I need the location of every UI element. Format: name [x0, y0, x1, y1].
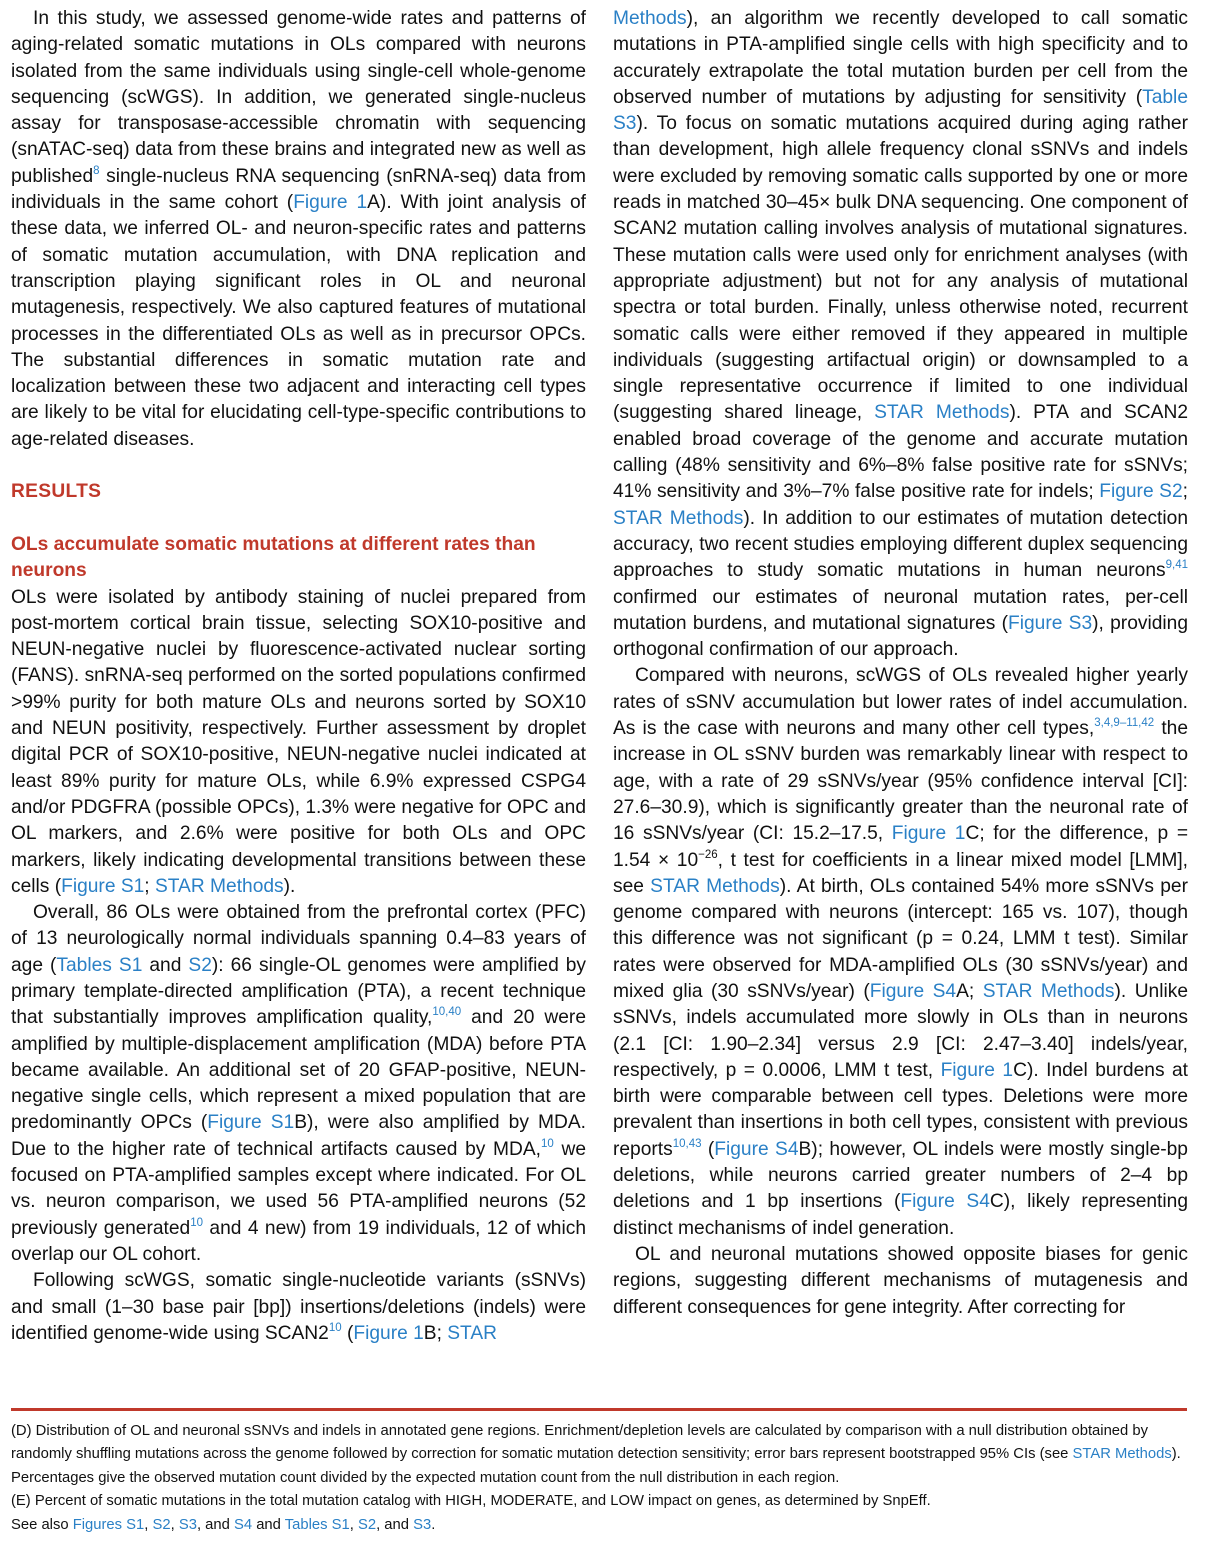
text-run: ( — [701, 1138, 715, 1160]
text-run: ). Percentages give the observed mutation count divided by the expected mutation count from the null distribution in each region. — [11, 1446, 1181, 1486]
figure-caption — [11, 1420, 1191, 1537]
text-run: C; for the difference, p = 1.54 × 10 — [613, 823, 1189, 871]
variant-calling-paragraph — [11, 1268, 586, 1347]
reference-link[interactable]: Figure S1 — [61, 875, 145, 897]
text-run: , and — [376, 1516, 414, 1533]
citation-superscript[interactable]: 3,4,9–11,42 — [1094, 717, 1155, 730]
reference-link[interactable]: STAR Methods — [650, 875, 780, 897]
reference-link[interactable]: S3 — [178, 1516, 197, 1533]
reference-link[interactable]: Methods — [613, 8, 687, 29]
scan2-paragraph — [613, 6, 1188, 663]
text-run: A). With joint analysis of these data, we inferred OL- and neuron-specific rates and patterns of somatic mutation accumulation, with DNA replication and transcription playing significant roles in OL and neuronal mutagenesis, respectively. We also captured features of mutational processes in the differentiated OLs as well as in precursor OPCs. The substantial differences in somatic mutation rate and localization between these two adjacent and interacting cell types are likely to be vital for elucidating cell-type-specific contributions to age-related diseases. — [11, 192, 587, 450]
reference-link[interactable]: S2 — [357, 1516, 377, 1533]
text-run: ): 66 single-OL genomes were amplified by primary template-directed amplification (PTA), a recent technique that substantially improves amplification quality, — [11, 954, 587, 1029]
caption-panel-e — [11, 1490, 1191, 1513]
text-run: single-nucleus RNA sequencing (snRNA-seq) data from individuals in the same cohort ( — [11, 165, 586, 214]
text-run: B; — [423, 1322, 448, 1344]
text-run: , — [144, 1516, 153, 1533]
reference-link[interactable]: Figure 1 — [940, 1059, 1014, 1081]
text-run: In this study, we assessed genome-wide rates and patterns of aging-related somatic mutations in OLs compared with neurons isolated from the same individuals using single-cell whole-genome sequencing (scWGS). In addition, we generated single-nucleus assay for transposase-accessible chromatin with sequencing (snATAC-seq) data from these brains and integrated new as well as published — [11, 8, 586, 187]
reference-link[interactable]: Figure 1 — [353, 1322, 424, 1344]
reference-link[interactable]: Figure S3 — [1008, 612, 1093, 634]
reference-link[interactable]: S2 — [152, 1516, 171, 1533]
reference-link[interactable]: STAR Methods — [1072, 1446, 1172, 1463]
reference-link[interactable]: STAR Methods — [982, 980, 1115, 1002]
reference-link[interactable]: Figure 1 — [891, 823, 966, 845]
text-run: Overall, 86 OLs were obtained from the prefrontal cortex (PFC) of 13 neurologically normal individuals spanning 0.4–83 years of age ( — [11, 902, 586, 976]
text-run: , — [170, 1516, 179, 1533]
results-heading: RESULTS — [11, 481, 102, 503]
text-run: ). Unlike sSNVs, indels accumulated more slowly in OLs than in neurons (2.1 [CI: 1.90–2.34] versus 2.9 [CI: 2.47–3.40] indels/year, respectively, p = 0.0006, LMM t test, — [613, 980, 1189, 1081]
reference-link[interactable]: S3 — [413, 1516, 432, 1533]
text-run: C), likely representing distinct mechanisms of indel generation. — [613, 1191, 1188, 1239]
text-run: ; — [1182, 481, 1188, 503]
reference-link[interactable]: Figure 1 — [293, 192, 368, 214]
text-run: OLs were isolated by antibody staining of nuclei prepared from post-mortem cortical brain tissue, selecting SOX10-positive and NEUN-negative nuclei by fluorescence-activated nuclear sorting (FANS). snRNA-seq performed on the sorted populations confirmed >99% purity for both mature OLs and neurons sorted by SOX10 and NEUN positivity, respectively. Further assessment by droplet digital PCR of SOX10-positive, NEUN-negative nuclei indicated at least 89% purity for mature OLs, while 6.9% expressed CSPG4 and/or PDGFRA (possible OPCs), 1.3% were negative for OPC and OL markers, and 2.6% were positive for both OLs and OPC markers, likely indicating developmental transitions between these cells ( — [11, 586, 586, 897]
citation-superscript[interactable]: 10 — [541, 1137, 554, 1150]
reference-link[interactable]: Table S3 — [613, 86, 1188, 135]
text-run: confirmed our estimates of neuronal mutation rates, per-cell mutation burdens, and mutational signatures ( — [613, 586, 1188, 634]
text-run: ( — [341, 1322, 354, 1344]
text-run: ), an algorithm we recently developed to call somatic mutations in PTA-amplified single cells with high specificity and to accurately extrapolate the total mutation burden per cell from the observed number of mutations by adjusting for sensitivity ( — [613, 8, 1188, 108]
citation-superscript[interactable]: 8 — [93, 164, 100, 177]
text-run: (D) Distribution of OL and neuronal sSNVs and indels in annotated gene regions. Enrichment/depletion levels are calculated by comparison with a null distribution obtained by randomly shuffling mutations across the genome followed by correction for somatic mutation detection sensitivity; error bars represent bootstrapped 95% CIs (see — [11, 1423, 1149, 1463]
reference-link[interactable]: Figure S1 — [207, 1112, 295, 1134]
text-run: we focused on PTA-amplified samples except where indicated. For OL vs. neuron comparison, we used 56 PTA-amplified neurons (52 previously generated — [11, 1138, 586, 1239]
citation-superscript[interactable]: 9,41 — [1165, 559, 1188, 572]
text-run: and — [142, 954, 189, 976]
caption-divider — [11, 1408, 1187, 1411]
text-run: (E) Percent of somatic mutations in the total mutation catalog with HIGH, MODERATE, and LOW impact on genes, as determined by SnpEff. — [11, 1493, 931, 1510]
reference-link[interactable]: Figure S4 — [900, 1191, 990, 1213]
text-run: OL and neuronal mutations showed opposite biases for genic regions, suggesting different mechanisms of mutagenesis and different consequences for gene integrity. After correcting for — [613, 1243, 1188, 1318]
reference-link[interactable]: Tables S1 — [56, 954, 143, 976]
text-run: Following scWGS, somatic single-nucleotide variants (sSNVs) and small (1–30 base pair [bp]) insertions/deletions (indels) were identified genome-wide using SCAN2 — [11, 1270, 586, 1344]
reference-link[interactable]: Figure S4 — [869, 980, 957, 1002]
text-run: and 4 new) from 19 individuals, 12 of which overlap our OL cohort. — [11, 1217, 586, 1265]
text-run: B); however, OL indels were mostly single-bp deletions, while neurons carried greater numbers of 2–4 bp deletions and 1 bp insertions ( — [613, 1138, 1188, 1213]
intro-paragraph — [11, 6, 586, 453]
text-run: . — [431, 1516, 436, 1533]
reference-link[interactable]: S2 — [188, 954, 212, 976]
text-run: and 20 were amplified by multiple-displacement amplification (MDA) before PTA became available. An additional set of 20 GFAP-positive, NEUN-negative single cells, which represent a mixed population that are predominantly OPCs ( — [11, 1007, 586, 1134]
text-run: Compared with neurons, scWGS of OLs revealed higher yearly rates of sSNV accumulation but lower rates of indel accumulation. As is the case with neurons and many other cell types, — [613, 665, 1188, 740]
text-run: C). Indel burdens at birth were comparable between cell types. Deletions were more prevalent than insertions in both cell types, consistent with previous reports — [613, 1059, 1188, 1160]
cohort-paragraph — [11, 900, 586, 1268]
text-run: , and — [196, 1516, 234, 1533]
right-column — [613, 6, 1188, 1321]
reference-link[interactable]: Tables S1 — [284, 1516, 350, 1533]
text-run: B), were also amplified by MDA. Due to the higher rate of technical artifacts caused by MDA, — [11, 1112, 586, 1160]
text-run: ). At birth, OLs contained 54% more sSNVs per genome compared with neurons (intercept: 165 vs. 107), though this difference was not significant (p = 0.24, LMM t test). Similar rates were observed for MDA-amplified OLs (30 sSNVs/year) and mixed glia (30 sSNVs/year) ( — [613, 875, 1188, 1002]
mutation-rate-paragraph — [613, 663, 1188, 1242]
text-run: , — [349, 1516, 358, 1533]
citation-superscript[interactable]: 10,40 — [432, 1006, 462, 1019]
citation-superscript[interactable]: 10,43 — [672, 1137, 702, 1150]
reference-link[interactable]: STAR Methods — [874, 402, 1010, 424]
reference-link[interactable]: Figure S4 — [714, 1138, 799, 1160]
reference-link[interactable]: Figure S2 — [1099, 481, 1183, 503]
text-run: ). In addition to our estimates of mutation detection accuracy, two recent studies employing different duplex sequencing approaches to study somatic mutations in human neurons — [613, 507, 1188, 582]
exponent: −26 — [698, 848, 718, 861]
reference-link[interactable]: STAR Methods — [613, 507, 744, 529]
text-run: ), providing orthogonal confirmation of our approach. — [613, 612, 1189, 661]
text-run: , t test for coefficients in a linear mixed model [LMM], see — [613, 849, 1188, 897]
caption-panel-d — [11, 1420, 1191, 1490]
citation-superscript[interactable]: 10 — [190, 1216, 204, 1229]
reference-link[interactable]: STAR — [447, 1322, 497, 1344]
isolation-paragraph — [11, 585, 586, 901]
caption-see-also — [11, 1514, 1191, 1537]
section-subheading: OLs accumulate somatic mutations at different rates than neurons — [11, 533, 536, 582]
text-run: See also — [11, 1516, 73, 1533]
text-run: ). — [283, 875, 296, 897]
reference-link[interactable]: Figures S1 — [72, 1516, 145, 1533]
reference-link[interactable]: S4 — [233, 1516, 253, 1533]
text-run: ). To focus on somatic mutations acquired during aging rather than development, high allele frequency clonal sSNVs and indels were excluded by removing somatic calls supported by one or more reads in matched 30–45× bulk DNA sequencing. One component of SCAN2 mutation calling involves analysis of mutational signatures. These mutation calls were used only for enrichment analyses (with appropriate adjustment) but not for any analysis of mutational spectra or total burden. Finally, unless otherwise noted, recurrent somatic calls were either removed if they appeared in multiple individuals (suggesting artifactual origin) or downsampled to a single representative occurrence if limited to one individual (suggesting shared lineage, — [613, 113, 1188, 424]
text-run: ). PTA and SCAN2 enabled broad coverage of the genome and accurate mutation calling (48% sensitivity and 6%–8% false positive rate for sSNVs; 41% sensitivity and 3%–7% false positive rate for indels; — [613, 402, 1188, 503]
reference-link[interactable]: STAR Methods — [154, 875, 284, 897]
genic-bias-paragraph — [613, 1242, 1188, 1321]
text-run: ; — [144, 875, 155, 897]
left-column — [11, 6, 586, 1347]
citation-superscript[interactable]: 10 — [328, 1321, 342, 1334]
text-run: the increase in OL sSNV burden was remarkably linear with respect to age, with a rate of 29 sSNVs/year (95% confidence interval [CI]: 27.6–30.9), which is significantly greater than the neuronal rate of 16 sSNVs/year (CI: 15.2–17.5, — [613, 718, 1188, 845]
text-run: and — [252, 1516, 285, 1533]
text-run: A; — [956, 980, 983, 1002]
